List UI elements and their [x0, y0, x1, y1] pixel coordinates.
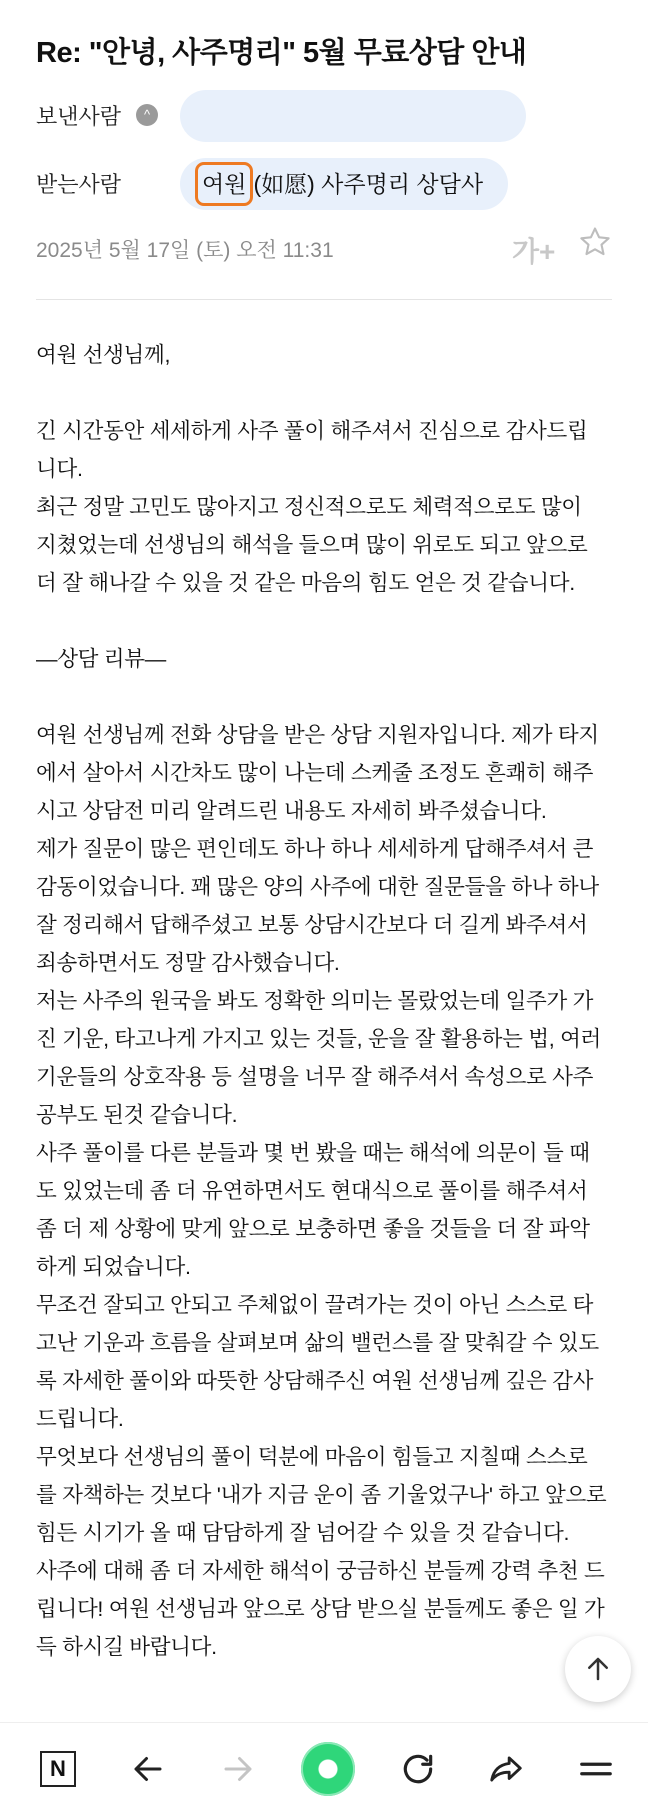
refresh-button[interactable]: [388, 1723, 448, 1814]
share-icon: [487, 1750, 525, 1788]
home-button[interactable]: [296, 1723, 360, 1814]
sender-expand-icon[interactable]: ^: [136, 104, 158, 126]
scroll-top-button[interactable]: [565, 1636, 631, 1702]
star-icon[interactable]: [578, 225, 612, 264]
review-text: 여원 선생님께 전화 상담을 받은 상담 지원자입니다. 제가 타지 에서 살아서 시간차도 많이 나는데 스케줄 조정도 흔쾌히 해주 시고 상담전 미리 알려드린 내용도 자세히 봐주셨습니다. 제가 질문이 많은 편인데도 하나 하나 세세하게 답해주셔서 큰 감동이었습니다. 꽤 많은 양의 사주에 대한 질문들을 하나 하나 잘 정리해서 답해주셨고 보통 상담시간보다 더 길게 봐주셔서 죄송하면서도 정말 감사했습니다. 저는 사주의 원국을 봐도 정확한 의미는 몰랐었는데 일주가 가 진 기운, 타고나게 가지고 있는 것들, 운을 잘 활용하는 법, 여러 기운들의 상호작용 등 설명을 너무 잘 해주셔서 속성으로 사주 공부도 된것 같습니다. 사주 풀이를 다른 분들과 몇 번 봤을 때는 해석에 의문이 들 때 도 있었는데 좀 더 유연하면서도 현대식으로 풀이를 해주셔서 좀 더 제 상황에 맞게 앞으로 보충하면 좋을 것들을 더 잘 파악 하게 되었습니다. 무조건 잘되고 안되고 주체없이 끌려가는 것이 아닌 스스로 타 고난 기운과 흐름을 살펴보며 삶의 밸런스를 잘 맞춰갈 수 있도 록 자세한 풀이와 따뜻한 상담해주신 여원 선생님께 깊은 감사 드립니다. 무엇보다 선생님의 풀이 덕분에 마음이 힘들고 지칠때 스스로 를 자책하는 것보다 '내가 지금 운이 좀 기울었구나' 하고 앞으로 힘든 시기가 올 때 담담하게 잘 넘어갈 수 있을 것 같습니다. 사주에 대해 좀 더 자세한 해석이 궁금하신 분들께 강력 추천 드 립니다! 여원 선생님과 앞으로 상담 받으실 분들께도 좋은 일 가 득 하시길 바랍니다.: [36, 723, 607, 1659]
recipient-text[interactable]: [202, 169, 483, 213]
mail-date: 2025년 5월 17일 (토) 오전 11:31: [36, 239, 334, 262]
share-button[interactable]: [476, 1723, 536, 1814]
body-paragraph-1: 긴 시간동안 세세하게 사주 풀이 해주셔서 진심으로 감사드립 니다. 최근 정말 고민도 많아지고 정신적으로도 체력적으로도 많이 지쳤었는데 선생님의 해석을 들으며 많이 위로도 되고 앞으로 더 잘 해나갈 수 있을 것 같은 마음의 힘도 얻은 것 같습니다.: [36, 419, 588, 595]
back-button[interactable]: [118, 1723, 178, 1814]
recipient-title: (如愿) 사주명리 상담사: [253, 171, 484, 197]
forward-button[interactable]: [208, 1723, 268, 1814]
arrow-left-icon: [130, 1751, 166, 1787]
menu-icon: [577, 1750, 615, 1788]
font-size-label: 가+: [512, 236, 556, 267]
green-circle-icon: [301, 1742, 355, 1796]
arrow-right-icon: [220, 1751, 256, 1787]
header-divider: [36, 299, 612, 300]
recipient-label: 받는사람: [36, 172, 122, 197]
bottom-nav-bar: [0, 1722, 648, 1814]
sender-label: 보낸사람: [36, 104, 122, 129]
menu-button[interactable]: [568, 1723, 624, 1814]
font-size-icon[interactable]: [512, 230, 555, 270]
refresh-icon: [399, 1750, 437, 1788]
naver-n-label: N: [50, 1755, 66, 1781]
arrow-up-icon: [583, 1654, 613, 1684]
section-title: —상담 리뷰—: [36, 647, 166, 671]
recipient-name: 여원: [195, 162, 253, 206]
sender-address-pill[interactable]: [180, 90, 526, 142]
mail-subject: Re: "안녕, 사주명리" 5월 무료상담 안내: [36, 37, 527, 69]
naver-n-icon: [40, 1751, 76, 1787]
naver-button[interactable]: [30, 1723, 86, 1814]
mail-body: [36, 336, 616, 1666]
greeting: 여원 선생님께,: [36, 343, 171, 367]
